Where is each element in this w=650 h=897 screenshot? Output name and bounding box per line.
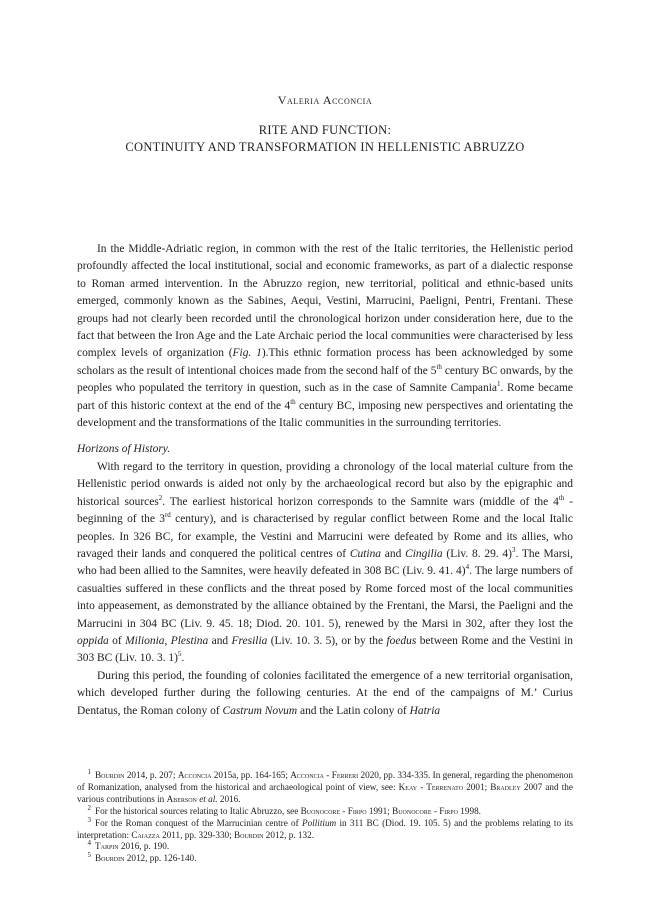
footnote-ref-2: 2	[158, 493, 163, 502]
paragraph-2: With regard to the territory in question, providing a chronology of the local material culture from the Hellenistic period onwards is aided not only by the archaeological record but also by the epigraphic and historical sources$^2$. The earliest historical horizon corresponds to the Samnite wars (middle of the 4th - beginning of the 3rd century), and is characterised by regular conflict between Rome and the local Italic peoples. In 326 BC, for example, the Vestini and Marrucini were defeated by Rome and its allies, who ravaged their lands and conquered the political centres of Cutina and Cingilia (Liv. 8. 29. 4)$^3$. The Marsi, who had been allied to the Samnites, were heavily defeated in 308 BC (Liv. 9. 41. 4)$^4$. The large numbers of casualties suffered in these conflicts and the threat posed by Rome forced most of the local communities into appeasement, as demonstrated by the alliance obtained by the Frentani, the Marsi, the Paeligni and the Marrucini in 304 BC (Liv. 9. 45. 18; Diod. 20. 101. 5), renewed by the Marsi in 302, after they lost the oppida of Milionia, Plestina and Fresilia (Liv. 10. 3. 5), or by the foedus between Rome and the Vestini in 303 BC (Liv. 10. 3. 1)$^5$.	[77, 460, 574, 665]
article-body	[77, 241, 573, 720]
figure-reference: Fig. 1	[232, 347, 262, 360]
footnote-3: 3 For the Roman conquest of the Marrucinian centre of Pollitium in 311 BC (Diod. 19. 105. 5) and the problems relating to its interpretation: Caiazza 2011, pp. 329-330; Bourdin 2012, p. 132.	[77, 815, 573, 840]
footnote-ref-4: 4	[465, 563, 470, 572]
footnote-5: 5 Bourdin 2012, pp. 126-140.	[87, 851, 197, 864]
footnotes	[77, 767, 573, 865]
footnote-1: 1 Bourdin 2014, p. 207; Acconcia 2015a, pp. 164-165; Acconcia - Ferreri 2020, pp. 334-335. In general, regarding the phenomenon of Romanization, analysed from the historical and archaeological point of view, see: Keay - Terrenato 2001; Bradley 2007 and the various contributions in Aberson et al. 2016.	[77, 767, 573, 804]
title-line-2: CONTINUITY AND TRANSFORMATION IN HELLENISTIC ABRUZZO	[125, 140, 525, 154]
footnote-4: 4 Tarpin 2016, p. 190.	[87, 839, 170, 852]
footnote-2: 2 For the historical sources relating to Italic Abruzzo, see Buonocore - Firpo 1991; Buonocore - Firpo 1998.	[87, 803, 481, 816]
author-name: Valeria Acconcia	[277, 93, 373, 107]
section-heading: Horizons of History.	[77, 443, 171, 456]
paragraph-3: During this period, the founding of colonies facilitated the emergence of a new territorial organisation, which developed further during the following centuries. At the end of the campaigns of M.’ Curius Dentatus, the Roman colony of Castrum Novum and the Latin colony of Hatria	[77, 669, 573, 717]
article-title	[0, 122, 650, 156]
footnote-ref-3: 3	[511, 546, 516, 555]
paragraph-1: In the Middle-Adriatic region, in common with the rest of the Italic territories, the Hellenistic period profoundly affected the local institutional, social and economic frameworks, as part of a dialectic response to Roman armed intervention. In the Abruzzo region, new territorial, political and ethnic-based units emerged, commonly known as the Sabines, Aequi, Vestini, Marrucini, Paeligni, Pentri, Frentani. These groups had not clearly been recorded until the chronological horizon under consideration here, due to the fact that between the Iron Age and the Late Archaic period the local communities were characterised by less complex levels of organization (Fig. 1).This ethnic formation process has been acknowledged by some scholars as the result of intentional choices made from the second half of the 5th century BC onwards, by the peoples who populated the territory in question, such as in the case of Samnite Campania$^1$. Rome became part of this historic context at the end of the 4th century BC, imposing new perspectives and orientating the development and the transformations of the Italic communities in the surrounding territories.	[77, 243, 574, 430]
title-line-1: RITE AND FUNCTION:	[258, 123, 392, 137]
footnote-ref-5: 5	[177, 650, 182, 659]
footnote-ref-1: 1	[496, 380, 501, 389]
